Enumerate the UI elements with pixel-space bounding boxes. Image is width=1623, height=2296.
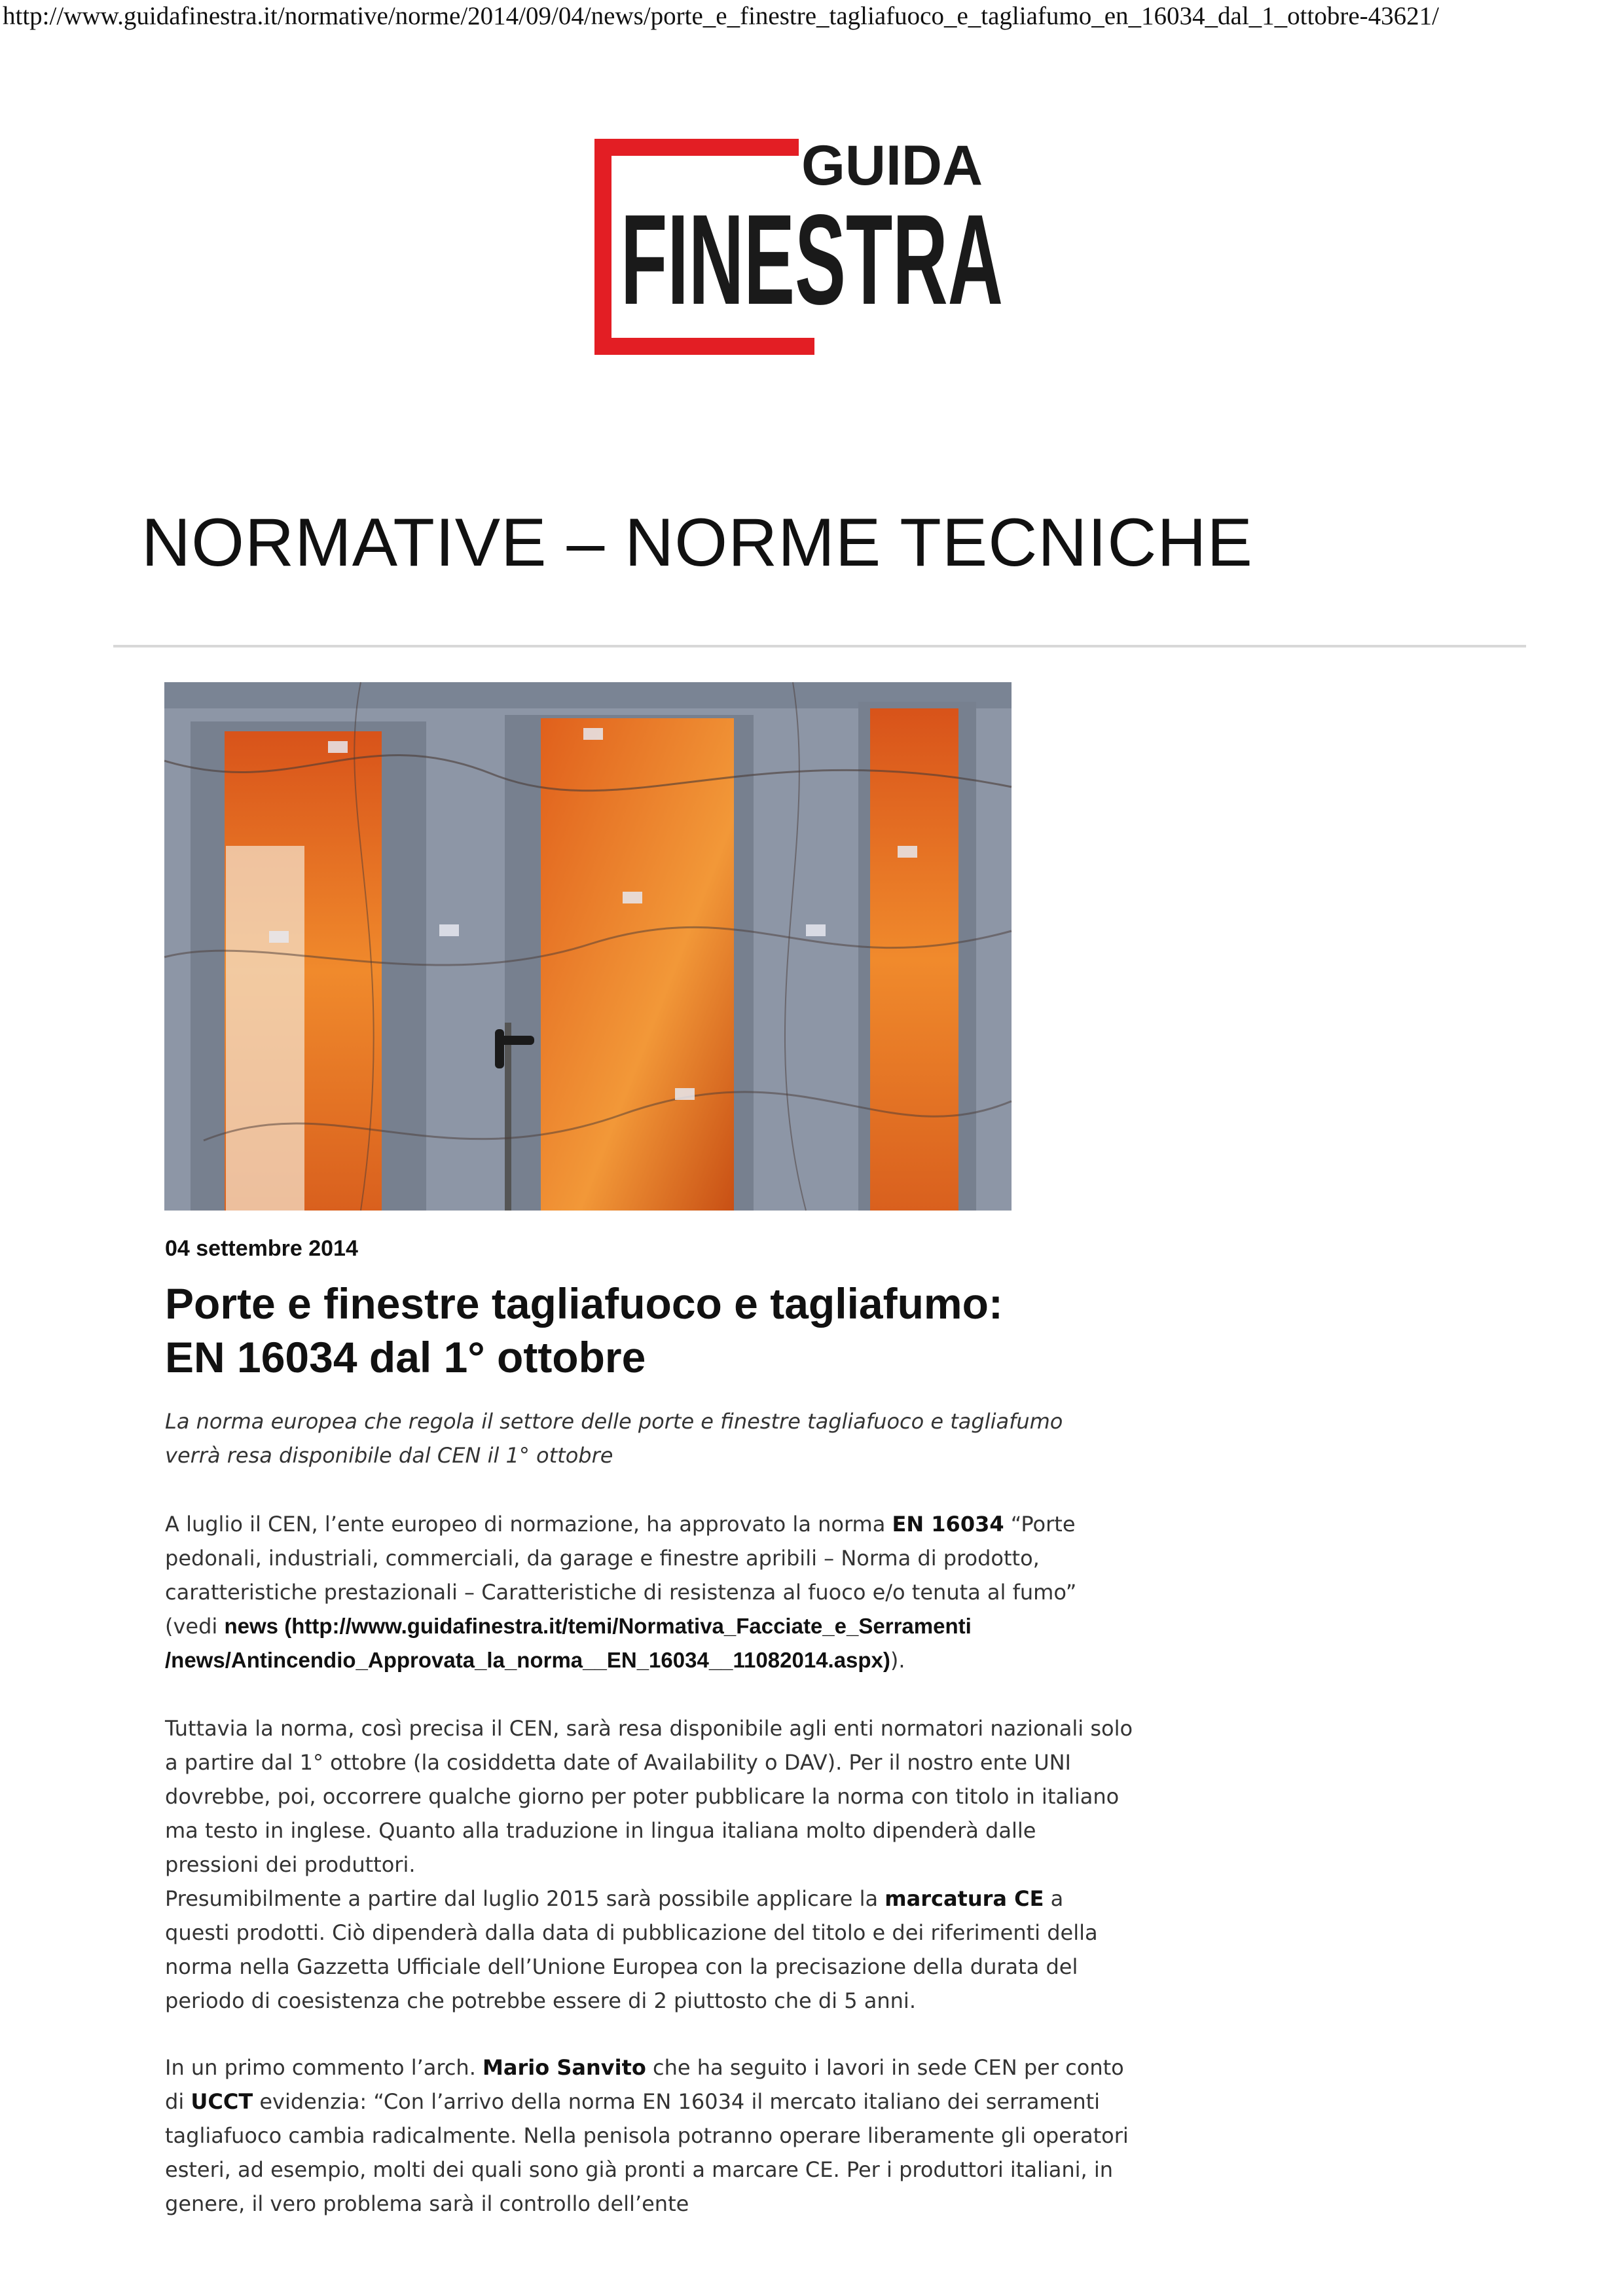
logo-word-guida: GUIDA bbox=[801, 134, 983, 197]
section-divider bbox=[113, 645, 1526, 647]
text-run: Tuttavia la norma, così precisa il CEN, sarà resa disponibile agli enti normatori nazionali solo a partire dal 1° ottobre (la cosiddetta date of Availability o DAV). Per il nostro ente UNI dovrebbe, poi, occorrere qualche giorno per poter pubblicare la norma con titolo in italiano ma testo in inglese. Quanto alla traduzione in lingua italiana molto dipenderà dalle pressioni dei produttori. bbox=[165, 1716, 1133, 1877]
news-link[interactable]: news bbox=[224, 1614, 279, 1638]
text-run: In un primo commento l’arch. bbox=[165, 2055, 483, 2080]
text-run: “Porte pedonali, industriali, commerciali, da garage e finestre apribili – Norma di prodotto, caratteristiche prestazionali – Caratteristiche di resistenza al fuoco e/o tenuta al fumo” (vedi bbox=[165, 1512, 1077, 1639]
section-title: NORMATIVE – NORME TECNICHE bbox=[141, 505, 1253, 581]
article-paragraph-1 bbox=[165, 1507, 1134, 1677]
text-run: che ha seguito i lavori in sede CEN per conto di bbox=[165, 2055, 1124, 2114]
article-date: 04 settembre 2014 bbox=[165, 1236, 358, 1261]
person-name: Mario Sanvito bbox=[483, 2055, 646, 2080]
page-url[interactable]: http://www.guidafinestra.it/normative/norme/2014/09/04/news/porte_e_finestre_tagliafuoco_e_tagliafumo_en_16034_dal_1_ottobre-43621/ bbox=[3, 2, 1439, 30]
article-title bbox=[165, 1277, 1147, 1384]
article-paragraph-2 bbox=[165, 1711, 1134, 2018]
ce-marking: marcatura CE bbox=[884, 1886, 1044, 1911]
norm-code: EN 16034 bbox=[892, 1512, 1004, 1537]
article-image bbox=[164, 682, 1012, 1211]
article-paragraph-3 bbox=[165, 2050, 1134, 2221]
organization-name: UCCT bbox=[191, 2089, 253, 2114]
guida-finestra-logo[interactable] bbox=[594, 134, 1013, 355]
article-title-line-2: EN 16034 dal 1° ottobre bbox=[165, 1333, 646, 1381]
text-run: Presumibilmente a partire dal luglio 2015 sarà possibile applicare la bbox=[165, 1886, 885, 1911]
logo-word-finestra: FINESTRA bbox=[621, 188, 1003, 331]
article-subtitle: La norma europea che regola il settore delle porte e finestre tagliafuoco e tagliafumo verrà resa disponibile dal CEN il 1° ottobre bbox=[165, 1409, 1063, 1468]
news-link-url[interactable]: (http://www.guidafinestra.it/temi/Normativa_Facciate_e_Serramenti /news/Antincendio_Approvata_la_norma__EN_16034__11082014.aspx) bbox=[165, 1614, 972, 1672]
text-run: a questi prodotti. Ciò dipenderà dalla data di pubblicazione del titolo e dei riferimenti della norma nella Gazzetta Ufficiale dell’Unione Europea con la precisazione della durata del periodo di coesistenza che potrebbe essere di 2 piuttosto che di 5 anni. bbox=[165, 1886, 1098, 2013]
text-run: ). bbox=[890, 1648, 905, 1673]
text-run: evidenzia: “Con l’arrivo della norma EN 16034 il mercato italiano dei serramenti tagliafuoco cambia radicalmente. Nella penisola potranno operare liberamente gli operatori esteri, ad esempio, molti dei quali sono già pronti a marcare CE. Per i produttori italiani, in genere, il vero problema sarà il controllo dell’ente bbox=[165, 2089, 1129, 2216]
text-run: A luglio il CEN, l’ente europeo di normazione, ha approvato la norma bbox=[165, 1512, 892, 1537]
article-title-line-1: Porte e finestre tagliafuoco e tagliafumo: bbox=[165, 1279, 1003, 1328]
